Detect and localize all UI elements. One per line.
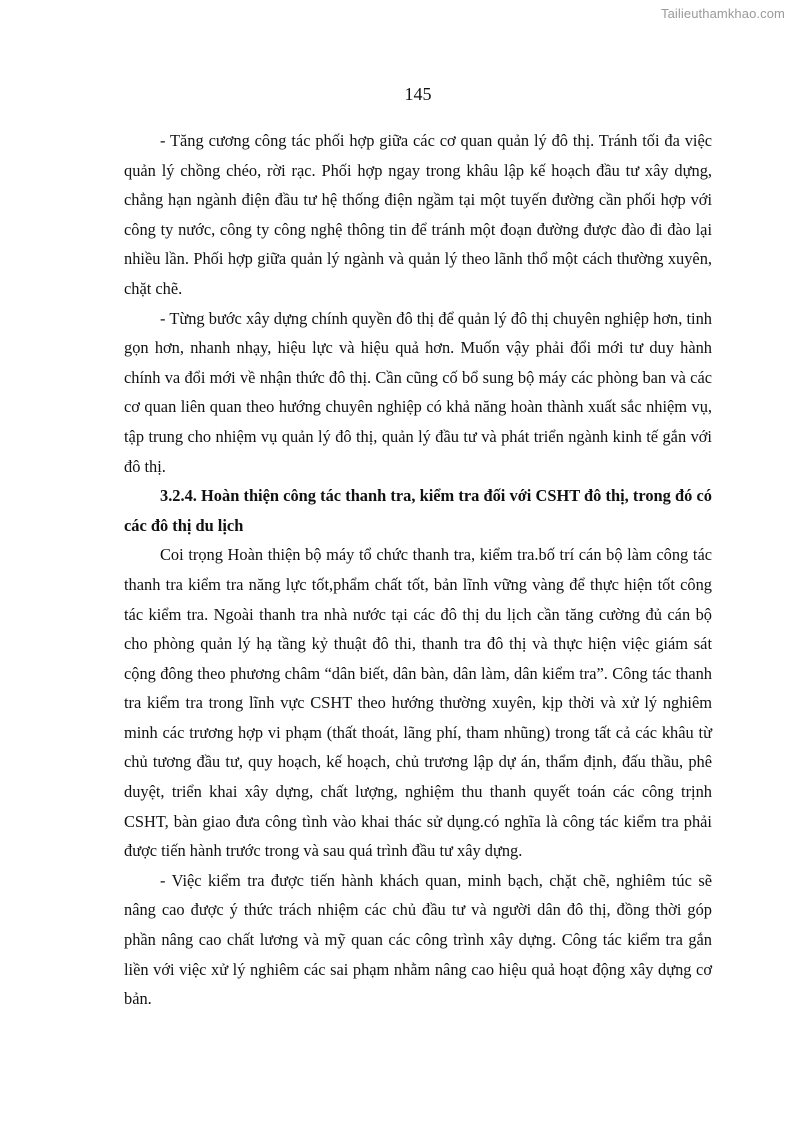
paragraph-coordination: - Tăng cương công tác phối hợp giữa các cơ quan quản lý đô thị. Tránh tối đa việc quản lý chồng chéo, rời rạc. Phối hợp ngay trong khâu lập kế hoạch đầu tư xây dựng, chẳng hạn ngành điện đầu tư hệ thống điện ngầm tại một tuyến đường cần phối hợp với công ty nước, công ty công nghệ thông tin để tránh một đoạn đường được đào đi đào lại nhiều lần. Phối hợp giữa quản lý ngành và quản lý theo lãnh thổ một cách thường xuyên, chặt chẽ. <box>124 131 712 298</box>
page-number: 145 <box>404 84 432 104</box>
paragraph-inspection-apparatus: Coi trọng Hoàn thiện bộ máy tổ chức thanh tra, kiểm tra.bố trí cán bộ làm công tác thanh tra kiểm tra năng lực tốt,phẩm chất tốt, bản lĩnh vững vàng để thực hiện tốt công tác kiểm tra. Ngoài thanh tra nhà nước tại các đô thị du lịch cần tăng cường đủ cán bộ cho phòng quản lý hạ tầng kỷ thuật đô thi, thanh tra đô thị và thực hiện việc giám sát cộng đông theo phương châm “dân biết, dân bàn, dân làm, dân kiểm tra”. Công tác thanh tra kiểm tra trong lĩnh vực CSHT theo hướng thường xuyên, kịp thời và xử lý nghiêm minh các trương hợp vi phạm (thất thoát, lãng phí, tham nhũng) trong tất cả các khâu từ chủ tương đầu tư, quy hoạch, kế hoạch, chủ trương lập dự án, thẩm định, đấu thầu, phê duyệt, triển khai xây dựng, chất lượng, nghiệm thu thanh quyết toán các công trịnh CSHT, bàn giao đưa công tình vào khai thác sử dụng.có nghĩa là công tác kiểm tra phải được tiến hành trước trong và sau quá trình đầu tư xây dựng. <box>124 545 712 861</box>
document-body <box>124 126 712 1014</box>
paragraph-urban-government: - Từng bước xây dựng chính quyền đô thị để quản lý đô thị chuyên nghiệp hơn, tinh gọn hơn, nhanh nhạy, hiệu lực và hiệu quả hơn. Muốn vậy phải đổi mới tư duy hành chính va đổi mới về nhận thức đô thị. Cần cũng cố bổ sung bộ máy các phòng ban và các cơ quan liên quan theo hướng chuyên nghiệp có khả năng hoàn thành xuất sắc nhiệm vụ, tập trung cho nhiệm vụ quản lý đô thị, quản lý đầu tư và phát triển ngành kinh tế gắn với đô thị. <box>124 308 712 476</box>
site-watermark: Tailieuthamkhao.com <box>660 6 785 21</box>
paragraph-inspection-effects: - Việc kiểm tra được tiến hành khách quan, minh bạch, chặt chẽ, nghiêm túc sẽ nâng cao được ý thức trách nhiệm các chủ đầu tư và người dân đô thị, đồng thời góp phần nâng cao chất lương và mỹ quan các công trình xây dựng. Công tác kiểm tra gắn liền với việc xử lý nghiêm các sai phạm nhằm nâng cao hiệu quả hoạt động xây dựng cơ bản. <box>124 870 712 1009</box>
section-heading-3-2-4: 3.2.4. Hoàn thiện công tác thanh tra, kiểm tra đối với CSHT đô thị, trong đó có các đô thị du lịch <box>124 486 712 535</box>
